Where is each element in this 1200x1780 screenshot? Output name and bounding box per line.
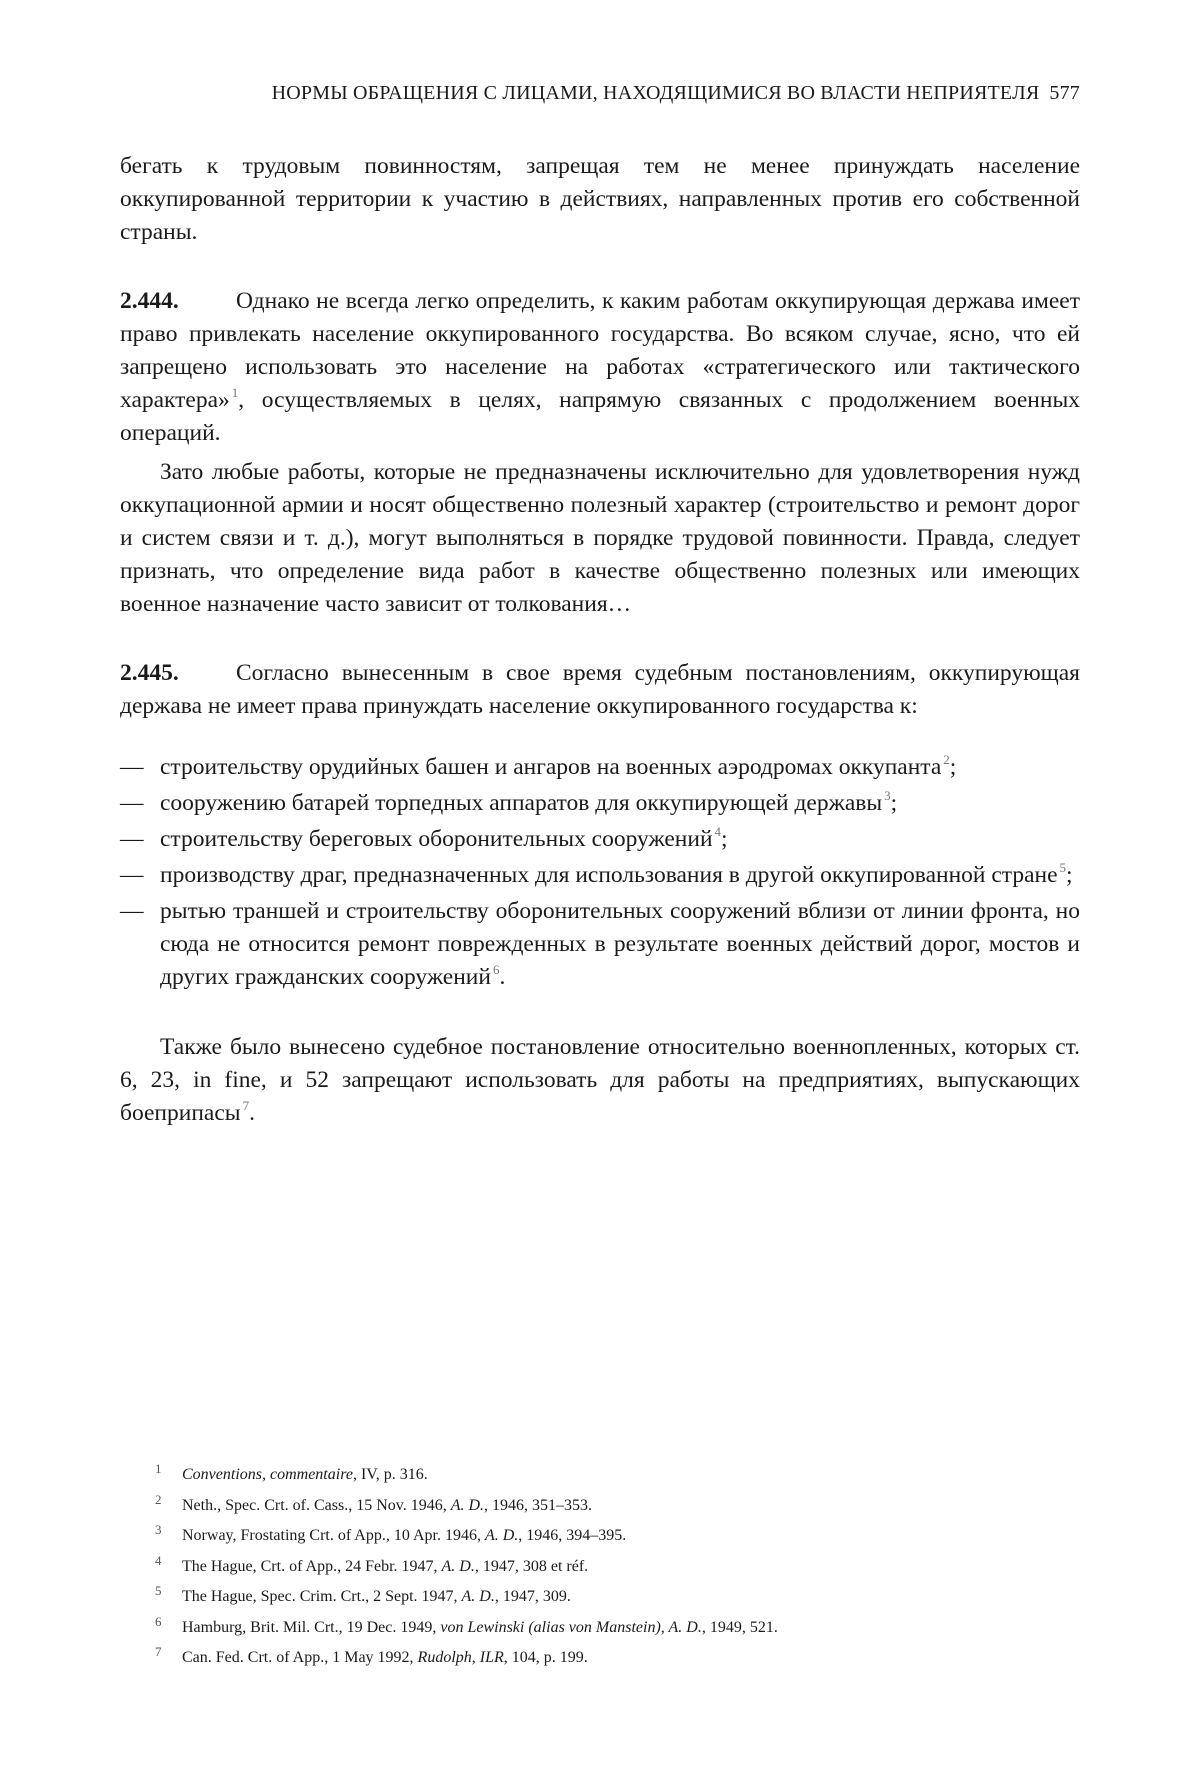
footnote	[155, 1460, 1055, 1491]
section-2-445	[120, 657, 1080, 723]
footnote-ref[interactable]: 5	[1059, 860, 1067, 875]
footnote-ref[interactable]: 4	[714, 824, 722, 839]
footnote-text: The Hague, Spec. Crim. Crt., 2 Sept. 1947,	[182, 1588, 462, 1605]
footnote	[155, 1521, 1055, 1552]
running-title: НОРМЫ ОБРАЩЕНИЯ С ЛИЦАМИ, НАХОДЯЩИМИСЯ ВО ВЛАСТИ НЕПРИЯТЕЛЯ	[271, 82, 1040, 104]
footnote-text-end: , 104, p. 199.	[503, 1649, 588, 1666]
footnote-text-end: , 1949, 521.	[701, 1618, 778, 1636]
list-item	[120, 859, 1080, 892]
footnote-ref[interactable]: 1	[231, 385, 239, 400]
footnote-italic: Conventions, commentaire	[182, 1466, 353, 1483]
footnote-italic: A. D.	[441, 1557, 475, 1575]
list-dash: —	[120, 898, 144, 924]
footnote-ref[interactable]: 7	[242, 1098, 250, 1113]
footnote-italic: A. D.	[450, 1496, 485, 1514]
footnote-text: The Hague, Crt. of App., 24 Febr. 1947,	[182, 1557, 442, 1575]
final-punct: .	[249, 1100, 255, 1126]
section-2-444	[120, 285, 1080, 450]
footnote-number: 6	[155, 1613, 162, 1629]
footnote-text-end: , 1947, 308 et réf.	[474, 1557, 589, 1575]
continuation-paragraph: бегать к трудовым повинностям, запрещая тем не менее принуждать население оккупированной территории к участию в действиях, направленных против его собственной страны.	[120, 153, 1080, 245]
footnote-number: 1	[155, 1461, 162, 1476]
footnotes	[155, 1460, 1055, 1674]
section-text: Согласно вынесенным в свое время судебным постановлениям, оккупирующая держава не имеет права принуждать население оккупированного государства к:	[120, 660, 1080, 719]
prohibited-works-list	[120, 751, 1080, 994]
footnote	[155, 1643, 1055, 1674]
footnote	[155, 1491, 1055, 1522]
footnote-number: 3	[155, 1522, 162, 1537]
list-dash: —	[120, 790, 144, 816]
footnote-italic: von Lewinski (alias von Manstein), A. D.	[440, 1618, 702, 1636]
footnote-number: 5	[155, 1583, 162, 1598]
footnote-number: 4	[155, 1552, 162, 1568]
footnote-number: 2	[155, 1491, 162, 1507]
list-item-text: строительству орудийных башен и ангаров на военных аэродромах оккупанта	[160, 754, 942, 780]
section-number: 2.444.	[120, 288, 179, 314]
footnote	[155, 1613, 1055, 1644]
footnote-text: Neth., Spec. Crt. of. Cass., 15 Nov. 1946,	[182, 1496, 451, 1514]
list-item	[120, 895, 1080, 994]
list-item	[120, 823, 1080, 856]
footnote-italic: Rudolph, ILR	[417, 1649, 504, 1666]
list-dash: —	[120, 862, 144, 888]
list-item-punct: ;	[721, 826, 728, 852]
list-item-punct: ;	[890, 790, 898, 816]
footnote-text-end: , IV, p. 316.	[352, 1466, 428, 1483]
footnote-text-end: , 1946, 394–395.	[518, 1527, 627, 1544]
footnote-italic: A. D.	[461, 1588, 495, 1605]
footnote-ref[interactable]: 2	[943, 752, 950, 767]
list-item	[120, 751, 1080, 784]
footnote-ref[interactable]: 3	[884, 788, 891, 803]
footnote-text: Hamburg, Brit. Mil. Crt., 19 Dec. 1949,	[182, 1618, 441, 1636]
list-item-text: рытью траншей и строительству оборонительных сооружений вблизи от линии фронта, но сюда не относится ремонт поврежденных в результате военных действий дорог, мостов и других гражданских сооружений	[160, 898, 1080, 990]
list-dash: —	[120, 826, 144, 852]
list-item-text: сооружению батарей торпедных аппаратов для оккупирующей державы	[160, 790, 883, 816]
footnote-text: Can. Fed. Crt. of App., 1 May 1992,	[182, 1649, 418, 1666]
section-text-cont: , осуществляемых в целях, напрямую связанных с продолжением военных операций.	[120, 387, 1080, 446]
running-header	[170, 82, 1080, 105]
footnote-number: 7	[155, 1644, 162, 1659]
final-paragraph	[120, 1031, 1080, 1130]
page-number: 577	[1049, 82, 1080, 104]
footnote-text-end: , 1946, 351–353.	[484, 1496, 593, 1514]
list-dash: —	[120, 754, 144, 780]
list-item-text: производству драг, предназначенных для использования в другой оккупированной стране	[160, 862, 1058, 888]
footnote-text-end: , 1947, 309.	[494, 1588, 571, 1605]
list-item-punct: ;	[1066, 862, 1073, 888]
footnote-italic: A. D.	[484, 1527, 519, 1544]
list-item-punct: ;	[949, 754, 957, 780]
final-text: Также было вынесено судебное постановление относительно военнопленных, которых ст. 6, 23, in fine, и 52 запрещают использовать для работы на предприятиях, выпускающих боеприпасы	[120, 1034, 1080, 1126]
paragraph: Зато любые работы, которые не предназначены исключительно для удовлетворения нужд оккупационной армии и носят общественно полезный характер (строительство и ремонт дорог и систем связи и т. д.), могут выполняться в порядке трудовой повинности. Правда, следует признать, что определение вида работ в качестве общественно полезных или имеющих военное назначение часто зависит от толкования…	[120, 459, 1080, 617]
footnote-ref[interactable]: 6	[492, 962, 500, 977]
section-text: Однако не всегда легко определить, к каким работам оккупирующая держава имеет право привлекать население оккупированного государства. Во всяком случае, ясно, что ей запрещено использовать это население на работах «стратегического или тактического характера»	[120, 288, 1080, 413]
main-text	[120, 150, 1080, 1130]
footnote	[155, 1552, 1055, 1583]
footnote	[155, 1582, 1055, 1613]
list-item-text: строительству береговых оборонительных сооружений	[160, 826, 713, 852]
list-item-punct: .	[499, 964, 506, 990]
footnote-text: Norway, Frostating Crt. of App., 10 Apr. 1946,	[182, 1527, 485, 1544]
section-number: 2.445.	[120, 660, 179, 686]
list-item	[120, 787, 1080, 820]
